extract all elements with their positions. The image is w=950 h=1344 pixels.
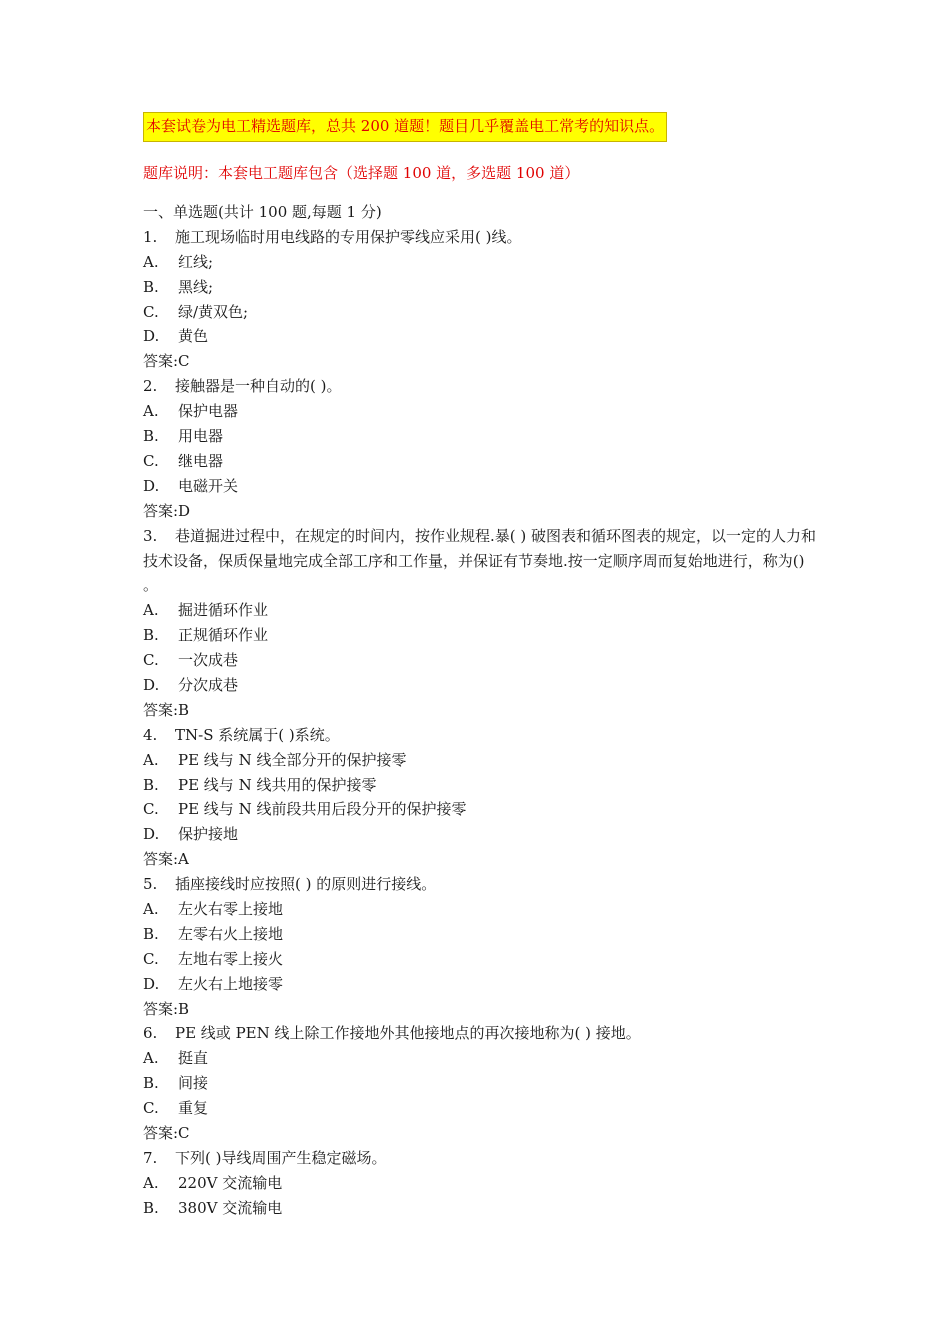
option-text: 保护接地	[178, 825, 239, 844]
option-row	[143, 897, 823, 922]
option-letter: B.	[143, 277, 159, 296]
option-letter: D.	[143, 675, 160, 694]
question-number: 2.	[143, 377, 158, 396]
option-letter: C.	[143, 800, 159, 819]
question-stem	[143, 225, 823, 250]
question-text: 施工现场临时用电线路的专用保护零线应采用( )线。	[175, 227, 522, 246]
option-row	[143, 449, 823, 474]
question-block	[143, 1146, 823, 1221]
question-stem	[143, 374, 823, 399]
question-stem	[143, 524, 823, 599]
option-letter: B.	[143, 1074, 159, 1093]
question-text: 接触器是一种自动的( )。	[175, 377, 342, 396]
option-letter: B.	[143, 924, 159, 943]
option-text: PE 线与 N 线前段共用后段分开的保护接零	[178, 800, 467, 819]
option-letter: A.	[143, 750, 159, 769]
answer-line: 答案:B	[143, 999, 190, 1018]
question-text: 巷道掘进过程中，在规定的时间内，按作业规程.暴( ) 破图表和循环图表的规定，以一定的人力和技术设备，保质保量地完成全部工序和工作量，并保证有节奏地.按一定顺序周而复始地进行，称为() 。	[143, 526, 817, 595]
option-row	[143, 1196, 823, 1221]
option-letter: B.	[143, 775, 159, 794]
option-text: 红线;	[178, 252, 214, 271]
option-row	[143, 972, 823, 997]
option-letter: A.	[143, 1173, 159, 1192]
question-number: 5.	[143, 875, 158, 894]
option-row	[143, 748, 823, 773]
option-letter: A.	[143, 1049, 159, 1068]
option-row	[143, 324, 823, 349]
section-title: 一、单选题(共计 100 题,每题 1 分)	[143, 203, 382, 221]
option-letter: C.	[143, 302, 159, 321]
option-letter: A.	[143, 252, 159, 271]
option-letter: D.	[143, 327, 160, 346]
option-row	[143, 922, 823, 947]
option-row	[143, 797, 823, 822]
option-row	[143, 673, 823, 698]
option-letter: D.	[143, 974, 160, 993]
option-letter: B.	[143, 427, 159, 446]
question-stem	[143, 723, 823, 748]
option-text: 挺直	[178, 1049, 209, 1068]
option-text: 左火右零上接地	[178, 900, 284, 918]
option-text: 黑线;	[178, 277, 214, 296]
option-text: 间接	[178, 1074, 209, 1093]
option-text: 左零右火上接地	[178, 924, 284, 943]
option-row	[143, 947, 823, 972]
option-row	[143, 474, 823, 499]
question-number: 1.	[143, 227, 158, 246]
option-text: PE 线与 N 线全部分开的保护接零	[178, 750, 407, 769]
option-letter: C.	[143, 1099, 159, 1118]
option-row	[143, 822, 823, 847]
option-text: 保护电器	[178, 402, 239, 421]
answer-line: 答案:A	[143, 850, 189, 869]
option-row	[143, 598, 823, 623]
question-stem	[143, 1146, 823, 1171]
option-letter: D.	[143, 476, 160, 495]
question-text: 下列( )导线周围产生稳定磁场。	[175, 1148, 387, 1167]
option-row	[143, 1046, 823, 1071]
option-letter: D.	[143, 825, 160, 844]
question-number: 4.	[143, 725, 158, 744]
option-text: 黄色	[178, 327, 209, 346]
question-number: 6.	[143, 1024, 158, 1043]
option-row	[143, 773, 823, 798]
option-text: 绿/黄双色;	[178, 302, 249, 321]
option-row	[143, 275, 823, 300]
option-row	[143, 623, 823, 648]
option-text: 220V 交流输电	[178, 1173, 283, 1192]
option-row	[143, 399, 823, 424]
option-row	[143, 1171, 823, 1196]
question-text: PE 线或 PEN 线上除工作接地外其他接地点的再次接地称为( ) 接地。	[175, 1024, 641, 1043]
option-letter: C.	[143, 451, 159, 470]
answer-line: 答案:C	[143, 1124, 190, 1143]
option-text: 掘进循环作业	[178, 601, 269, 620]
answer-line: 答案:D	[143, 501, 191, 520]
option-letter: A.	[143, 402, 159, 421]
option-text: 一次成巷	[178, 651, 239, 670]
option-letter: C.	[143, 651, 159, 670]
question-text: TN-S 系统属于( )系统。	[175, 725, 340, 744]
option-letter: B.	[143, 626, 159, 645]
question-block	[143, 723, 823, 872]
option-letter: C.	[143, 949, 159, 968]
option-text: 正规循环作业	[178, 626, 269, 645]
option-row	[143, 250, 823, 275]
question-number: 3.	[143, 526, 158, 545]
exam-banner: 本套试卷为电工精选题库，总共 200 道题！题目几乎覆盖电工常考的知识点。	[143, 112, 667, 142]
option-text: 用电器	[178, 427, 224, 446]
option-text: PE 线与 N 线共用的保护接零	[178, 775, 377, 794]
option-text: 分次成巷	[178, 675, 239, 694]
answer-line: 答案:B	[143, 700, 190, 719]
option-text: 重复	[178, 1099, 209, 1118]
bank-description: 题库说明：本套电工题库包含（选择题 100 道，多选题 100 道）	[143, 164, 580, 182]
question-number: 7.	[143, 1148, 158, 1167]
option-row	[143, 648, 823, 673]
option-letter: A.	[143, 900, 159, 918]
option-text: 继电器	[178, 451, 224, 470]
option-letter: B.	[143, 1198, 159, 1217]
question-block	[143, 524, 823, 723]
option-text: 左火右上地接零	[178, 974, 284, 993]
option-letter: A.	[143, 601, 159, 620]
option-text: 380V 交流输电	[178, 1198, 283, 1217]
option-text: 电磁开关	[178, 476, 239, 495]
document-page	[143, 112, 823, 1221]
option-row	[143, 300, 823, 325]
question-text: 插座接线时应按照( ) 的原则进行接线。	[175, 875, 437, 894]
question-block	[143, 1021, 823, 1145]
question-block	[143, 225, 823, 374]
answer-line: 答案:C	[143, 352, 190, 371]
option-text: 左地右零上接火	[178, 949, 284, 968]
option-row	[143, 1096, 823, 1121]
question-stem	[143, 1021, 823, 1046]
option-row	[143, 424, 823, 449]
question-stem	[143, 872, 823, 897]
question-block	[143, 374, 823, 523]
option-row	[143, 1071, 823, 1096]
question-block	[143, 872, 823, 1021]
